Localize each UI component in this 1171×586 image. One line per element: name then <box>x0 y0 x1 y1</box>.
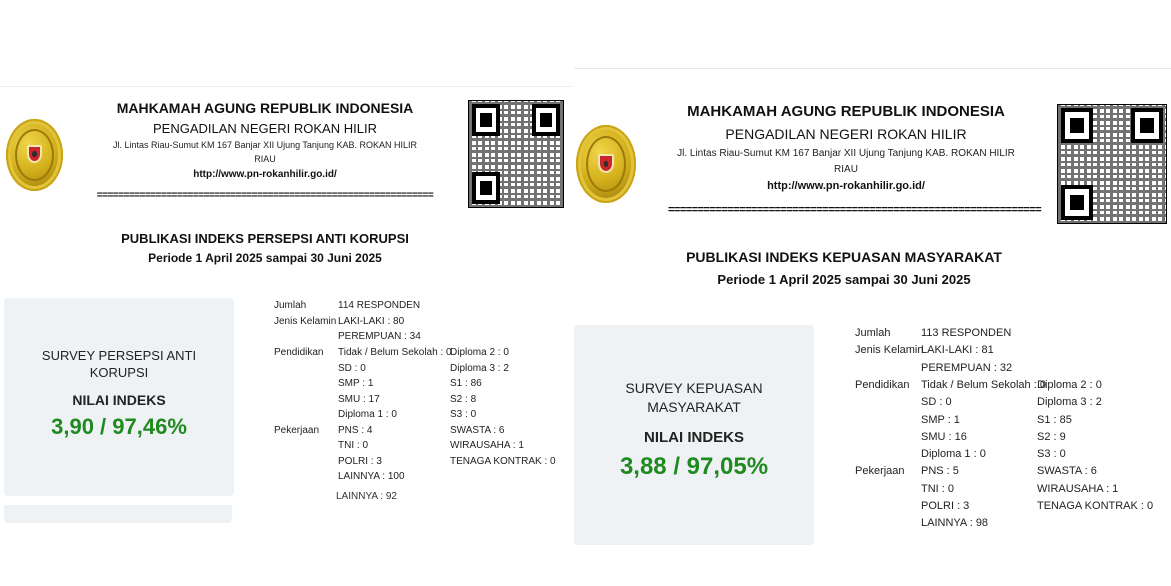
pekerjaan-item: TENAGA KONTRAK : 0 <box>450 456 556 467</box>
index-score: 3,88 / 97,05% <box>619 453 769 480</box>
pekerjaan-item: WIRAUSAHA : 1 <box>450 440 524 451</box>
pekerjaan-item: TENAGA KONTRAK : 0 <box>1037 500 1154 512</box>
pekerjaan-item: POLRI : 3 <box>921 500 970 512</box>
pekerjaan-item: SWASTA : 6 <box>1037 465 1097 477</box>
pendidikan-item: S3 : 0 <box>1037 448 1066 460</box>
court-address-line1: Jl. Lintas Riau-Sumut KM 167 Banjar XII Ujung Tanjung KAB. ROKAN HILIR <box>113 140 417 150</box>
survey-label-line2: KORUPSI <box>89 365 149 380</box>
laki-laki-count: LAKI-LAKI : 80 <box>338 316 405 327</box>
jumlah-value: 114 RESPONDEN <box>338 300 421 311</box>
pendidikan-item: Diploma 2 : 0 <box>1037 379 1102 391</box>
pendidikan-item: Diploma 2 : 0 <box>450 347 509 358</box>
perempuan-count: PEREMPUAN : 32 <box>921 362 1013 374</box>
publication-title: PUBLIKASI INDEKS KEPUASAN MASYARAKAT <box>686 249 1002 265</box>
pekerjaan-label: Pekerjaan <box>274 425 320 436</box>
panel-anti-korupsi <box>0 86 572 526</box>
pendidikan-item: S2 : 9 <box>1037 431 1066 443</box>
qr-code-icon <box>468 100 564 208</box>
jenis-kelamin-label: Jenis Kelamin <box>274 316 337 327</box>
pekerjaan-item: LAINNYA : 100 <box>338 471 405 482</box>
laki-laki-count: LAKI-LAKI : 81 <box>921 344 994 356</box>
pendidikan-item: SMU : 17 <box>338 394 380 405</box>
pekerjaan-item: PNS : 5 <box>921 465 959 477</box>
pendidikan-item: SMU : 16 <box>921 431 967 443</box>
index-score: 3,90 / 97,46% <box>51 414 187 439</box>
jumlah-label: Jumlah <box>274 300 307 311</box>
index-card <box>4 298 234 496</box>
publication-period: Periode 1 April 2025 sampai 30 Juni 2025 <box>717 272 971 287</box>
court-subtitle: PENGADILAN NEGERI ROKAN HILIR <box>153 121 377 136</box>
publication-period: Periode 1 April 2025 sampai 30 Juni 2025 <box>148 251 382 265</box>
survey-label-line1: SURVEY KEPUASAN <box>625 380 763 396</box>
pendidikan-item: SD : 0 <box>921 396 952 408</box>
jumlah-value: 113 RESPONDEN <box>921 327 1012 339</box>
cut-off-text-strip <box>336 491 426 506</box>
survey-label-line2: MASYARAKAT <box>647 399 741 415</box>
pendidikan-item: Diploma 3 : 2 <box>1037 396 1102 408</box>
pendidikan-item: Diploma 1 : 0 <box>338 409 397 420</box>
pendidikan-label: Pendidikan <box>855 379 910 391</box>
pendidikan-item: Tidak / Belum Sekolah : 0 <box>921 379 1046 391</box>
index-card <box>574 325 814 545</box>
pekerjaan-item: PNS : 4 <box>338 425 373 436</box>
court-address-line2: RIAU <box>254 154 276 164</box>
nilai-indeks-label: NILAI INDEKS <box>643 429 744 446</box>
jenis-kelamin-label: Jenis Kelamin <box>855 344 924 356</box>
pendidikan-item: Tidak / Belum Sekolah : 0 <box>338 347 452 358</box>
pendidikan-label: Pendidikan <box>274 347 324 358</box>
pendidikan-item: SMP : 1 <box>338 378 374 389</box>
court-address-line1: Jl. Lintas Riau-Sumut KM 167 Banjar XII Ujung Tanjung KAB. ROKAN HILIR <box>677 148 1015 159</box>
court-url-link[interactable]: http://www.pn-rokanhilir.go.id/ <box>767 180 925 192</box>
pendidikan-item: Diploma 3 : 2 <box>450 363 509 374</box>
header-rule: =============================================================== <box>96 190 434 201</box>
court-url-link[interactable]: http://www.pn-rokanhilir.go.id/ <box>193 169 337 180</box>
court-subtitle: PENGADILAN NEGERI ROKAN HILIR <box>725 126 967 142</box>
panel-kepuasan-masyarakat <box>574 68 1171 568</box>
index-card-secondary <box>4 505 232 523</box>
pekerjaan-item: TNI : 0 <box>921 483 955 495</box>
jumlah-label: Jumlah <box>855 327 891 339</box>
respondent-stats <box>274 300 572 500</box>
pekerjaan-item: SWASTA : 6 <box>450 425 505 436</box>
nilai-indeks-label: NILAI INDEKS <box>72 392 166 408</box>
respondent-stats <box>855 327 1171 537</box>
pendidikan-item: S2 : 8 <box>450 394 477 405</box>
header-rule: =============================================================== <box>668 204 1042 216</box>
survey-label-line1: SURVEY PERSEPSI ANTI <box>41 348 197 363</box>
pendidikan-item: S1 : 86 <box>450 378 482 389</box>
pendidikan-item: Diploma 1 : 0 <box>921 448 986 460</box>
court-emblem-icon <box>6 119 63 191</box>
court-name: MAHKAMAH AGUNG REPUBLIK INDONESIA <box>116 100 414 116</box>
pekerjaan-item: WIRAUSAHA : 1 <box>1037 483 1119 495</box>
pekerjaan-item: TNI : 0 <box>338 440 369 451</box>
pendidikan-item: S3 : 0 <box>450 409 477 420</box>
pekerjaan-item: LAINNYA : 98 <box>921 517 989 529</box>
pendidikan-item: S1 : 85 <box>1037 414 1072 426</box>
court-name: MAHKAMAH AGUNG REPUBLIK INDONESIA <box>687 103 1005 120</box>
qr-code-icon <box>1057 104 1167 224</box>
publication-title: PUBLIKASI INDEKS PERSEPSI ANTI KORUPSI <box>121 231 409 246</box>
pekerjaan-item: POLRI : 3 <box>338 456 382 467</box>
court-address-line2: RIAU <box>834 164 858 175</box>
perempuan-count: PEREMPUAN : 34 <box>338 331 421 342</box>
pendidikan-item: SD : 0 <box>338 363 366 374</box>
pekerjaan-label: Pekerjaan <box>855 465 905 477</box>
pendidikan-item: SMP : 1 <box>921 414 960 426</box>
cut-off-text: LAINNYA : 92 <box>336 491 397 502</box>
court-emblem-icon <box>576 125 636 203</box>
